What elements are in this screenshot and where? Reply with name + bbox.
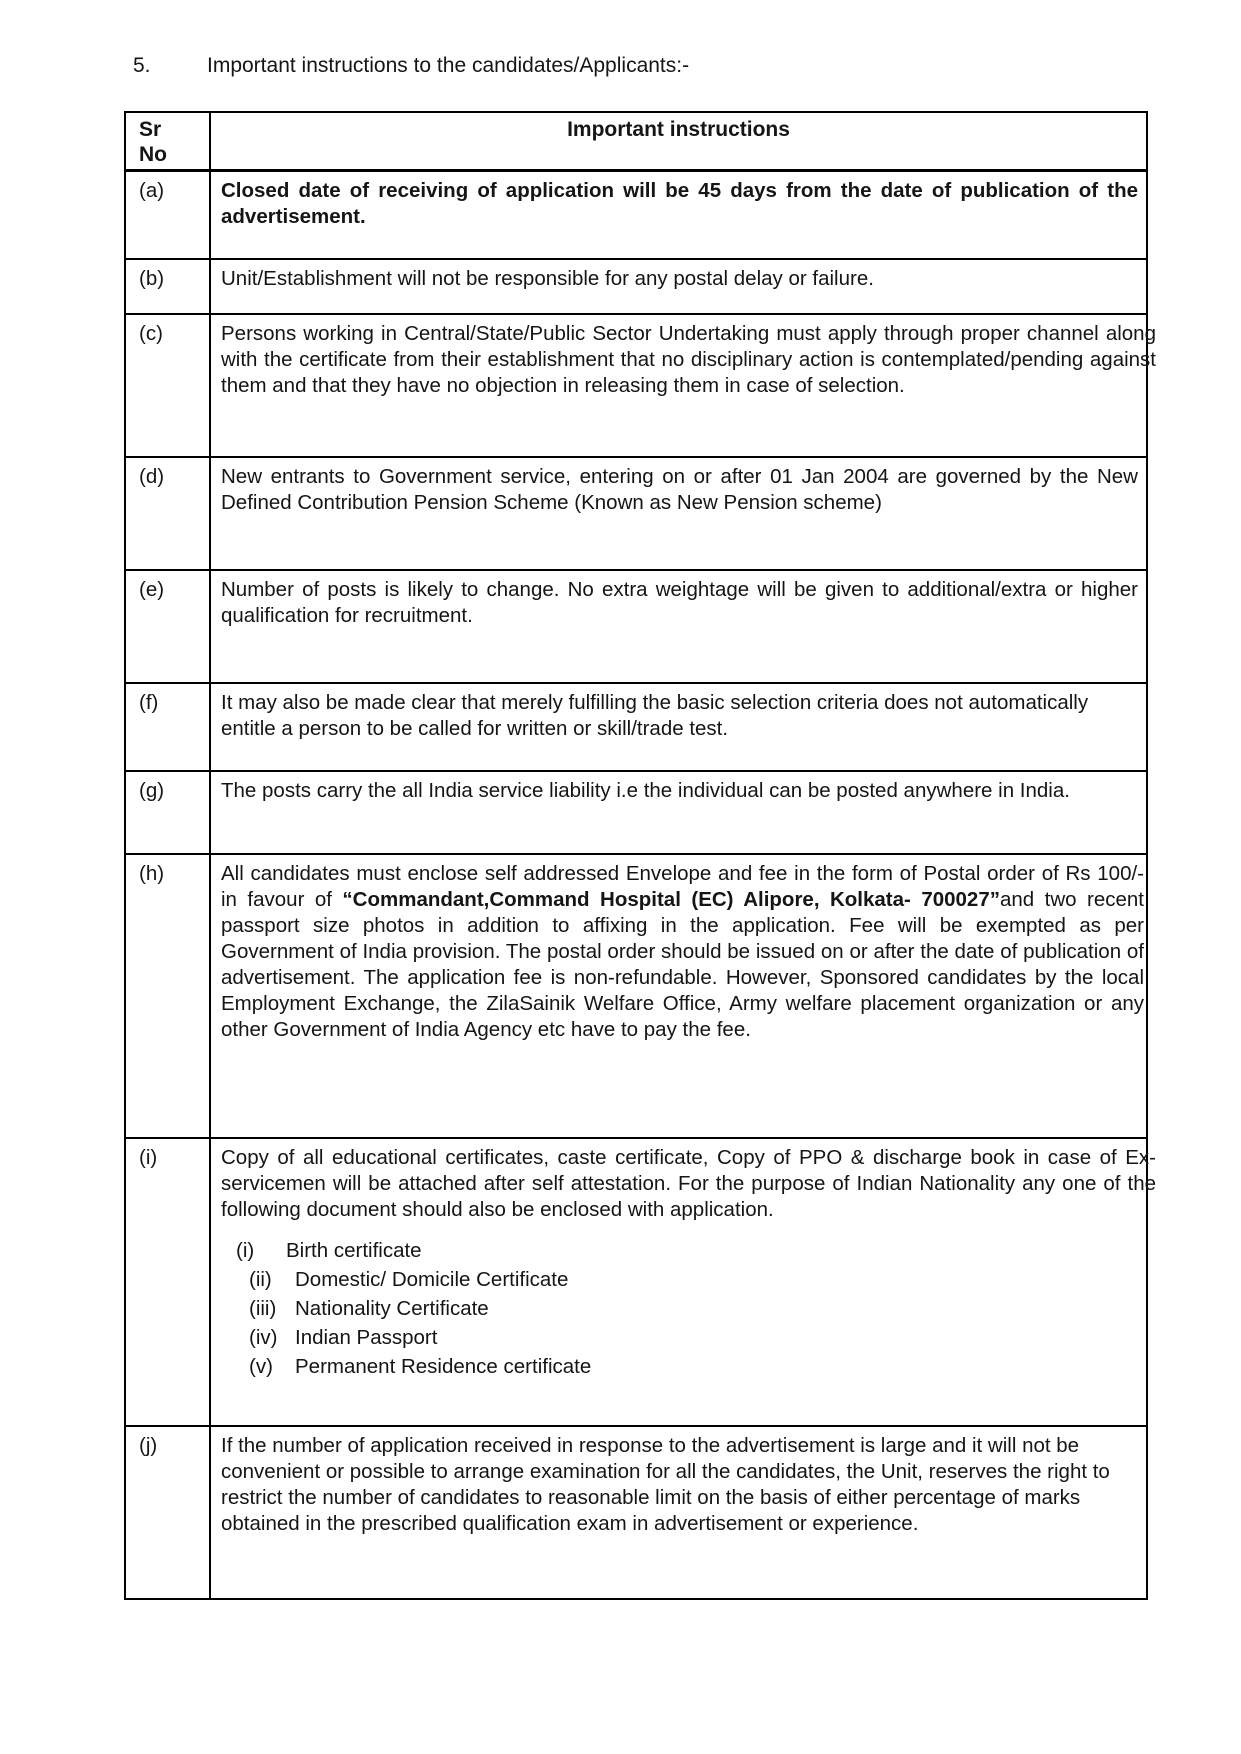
list-item <box>221 1323 1138 1352</box>
instruction-cell <box>210 314 1156 457</box>
list-item-label: Nationality Certificate <box>295 1296 489 1320</box>
sr-no-header <box>125 112 210 171</box>
instruction-cell <box>210 771 1147 854</box>
list-item-number: (iv) <box>249 1325 278 1349</box>
table-row <box>125 259 1147 314</box>
table-row <box>125 457 1147 570</box>
sr-no-cell: (i) <box>125 1138 210 1426</box>
instruction-text: Persons working in Central/State/Public Sector Undertaking must apply through proper channel along with the certificate from their establishment that no disciplinary action is contemplated/pending against them and that they have no objection in releasing them in case of selection. <box>221 321 1156 397</box>
instruction-text-post: and two recent passport size photos in addition to affixing in the application. Fee will be exempted as per Government of India provision. The postal order should be issued on or after the date of publication of advertisement. The application fee is non-refundable. However, Sponsored candidates by the local Employment Exchange, the ZilaSainik Welfare Office, Army welfare placement organization or any other Government of India Agency etc have to pay the fee. <box>221 887 1144 1041</box>
table-row <box>125 1138 1147 1426</box>
instruction-text: Unit/Establishment will not be responsible for any postal delay or failure. <box>221 266 874 290</box>
instruction-cell <box>210 683 1147 771</box>
instructions-table <box>124 111 1156 1600</box>
section-number: 5. <box>133 54 151 77</box>
sr-no-cell: (g) <box>125 771 210 854</box>
instruction-text: New entrants to Government service, entering on or after 01 Jan 2004 are governed by the New Defined Contribution Pension Scheme (Known as New Pension scheme) <box>221 464 1138 514</box>
instruction-text <box>221 861 1144 1043</box>
table-row <box>125 771 1147 854</box>
section-heading <box>133 52 689 79</box>
list-item-label: Domestic/ Domicile Certificate <box>295 1267 569 1291</box>
sr-no-cell: (c) <box>125 314 210 457</box>
sr-no-header-line1: Sr <box>139 118 162 141</box>
instruction-cell <box>210 457 1147 570</box>
sr-no-cell: (j) <box>125 1426 210 1599</box>
instruction-cell <box>210 854 1147 1138</box>
instruction-text: Closed date of receiving of application will be 45 days from the date of publication of the advertisement. <box>221 179 1138 228</box>
instruction-cell <box>210 570 1147 683</box>
table-row <box>125 570 1147 683</box>
sr-no-cell: (b) <box>125 259 210 314</box>
instruction-text: If the number of application received in response to the advertisement is large and it will not be convenient or possible to arrange examination for all the candidates, the Unit, reserves the right to restrict the number of candidates to reasonable limit on the basis of either percentage of marks obtained in the prescribed qualification exam in advertisement or experience. <box>221 1433 1110 1535</box>
table-row <box>125 314 1147 457</box>
table-header-row <box>125 112 1147 171</box>
list-item <box>221 1352 1138 1381</box>
sr-no-cell: (e) <box>125 570 210 683</box>
list-item-label: Permanent Residence certificate <box>295 1354 592 1378</box>
instruction-text: Number of posts is likely to change. No extra weightage will be given to additional/extra or higher qualification for recruitment. <box>221 577 1138 627</box>
instructions-header-label: Important instructions <box>567 118 790 141</box>
sr-no-cell: (a) <box>125 171 210 259</box>
list-item-label: Indian Passport <box>295 1325 438 1349</box>
list-item-label: Birth certificate <box>286 1238 422 1262</box>
list-item-number: (v) <box>249 1354 273 1378</box>
instruction-text-pre: All candidates must enclose self addressed Envelope and fee in the form of Postal order of Rs 100/- in favour of <box>221 861 1144 911</box>
table-row <box>125 854 1147 1138</box>
sr-no-header-line2: No <box>139 143 167 166</box>
list-item <box>221 1265 1138 1294</box>
payee-address-bold: “Commandant,Command Hospital (EC) Alipore, Kolkata- 700027” <box>342 887 1000 911</box>
instruction-cell <box>210 1426 1147 1599</box>
instruction-cell <box>210 1138 1156 1426</box>
instruction-text: Copy of all educational certificates, caste certificate, Copy of PPO & discharge book in case of Ex-servicemen will be attached after self attestation. For the purpose of Indian Nationality any one of the following document should also be enclosed with application. <box>221 1145 1156 1221</box>
table-row <box>125 1426 1147 1599</box>
table-row <box>125 171 1147 259</box>
table-row <box>125 683 1147 771</box>
sr-no-cell: (d) <box>125 457 210 570</box>
nationality-documents-list <box>221 1236 1138 1381</box>
sr-no-cell: (f) <box>125 683 210 771</box>
instruction-text: The posts carry the all India service liability i.e the individual can be posted anywhere in India. <box>221 778 1070 802</box>
list-item-number: (iii) <box>249 1296 277 1320</box>
list-item-number: (ii) <box>249 1267 272 1291</box>
list-item-number: (i) <box>236 1238 255 1262</box>
list-item <box>221 1294 1138 1323</box>
page-title: Important instructions to the candidates/Applicants:- <box>207 54 690 77</box>
instruction-cell <box>210 259 1147 314</box>
sr-no-cell: (h) <box>125 854 210 1138</box>
instruction-text: It may also be made clear that merely fulfilling the basic selection criteria does not automatically entitle a person to be called for written or skill/trade test. <box>221 690 1089 740</box>
list-item <box>221 1236 1138 1265</box>
instruction-cell <box>210 171 1147 259</box>
instructions-header <box>210 112 1147 171</box>
